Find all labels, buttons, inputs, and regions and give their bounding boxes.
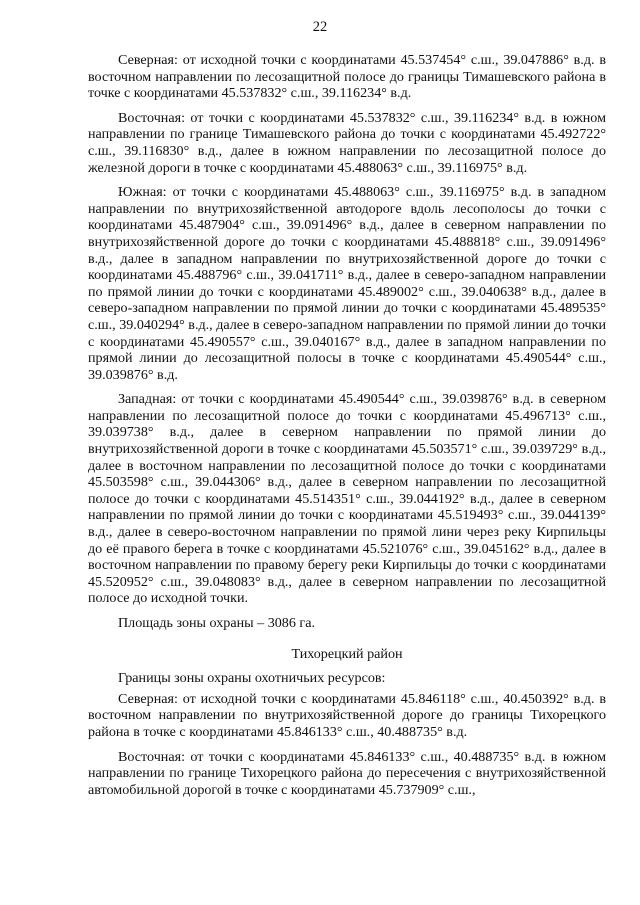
section-heading: Тихорецкий район: [291, 645, 403, 662]
paragraph-area: Площадь зоны охраны – 3086 га.: [118, 615, 315, 631]
paragraph-tikhoretsk-north: Северная: от исходной точки с координатами 45.846118° с.ш., 40.450392° в.д. в восточном направлении по внутрихозяйственной дороге до границы Тихорецкого района в точке с координатами 45.846133° с.ш., 40.488735° в.д.: [88, 690, 606, 740]
paragraph-east-border: Восточная: от точки с координатами 45.537832° с.ш., 39.116234° в.д. в южном направлении по границе Тимашевского района до точки с координатами 45.492722° с.ш., 39.116830° в.д., далее в южном направлении по лесозащитной полосе до железной дороги в точке с координатами 45.488063° с.ш., 39.116975° в.д.: [88, 109, 606, 176]
paragraph-south-border: Южная: от точки с координатами 45.488063° с.ш., 39.116975° в.д. в западном направлении по внутрихозяйственной автодороге вдоль лесополосы до точки с координатами 45.487904° с.ш., 39.091496° в.д., далее в северном направлении по внутрихозяйственной дороге до точки с координатами 45.488818° с.ш., 39.091496° в.д., далее в западном направлении по внутрихозяйственной дороге до точки с координатами 45.488796° с.ш., 39.041711° в.д., далее в северо-западном направлении по прямой линии до точки с координатами 45.489002° с.ш., 39.040638° в.д., далее в северо-западном направлении по прямой линии до точки с координатами 45.489535° с.ш., 39.040294° в.д., далее в северо-западном направлении по прямой линии до точки с координатами 45.490557° с.ш., 39.040167° в.д., далее в западном направлении по прямой линии до лесозащитной полосы в точке с координатами 45.490544° с.ш., 39.039876° в.д.: [88, 184, 606, 383]
text-column: [88, 52, 606, 806]
paragraph-north-border: Северная: от исходной точки с координатами 45.537454° с.ш., 39.047886° в.д. в восточном направлении по лесозащитной полосе до границы Тимашевского района в точке с координатами 45.537832° с.ш., 39.116234° в.д.: [88, 52, 606, 102]
paragraph-tikhoretsk-east: Восточная: от точки с координатами 45.846133° с.ш., 40.488735° в.д. в южном направлении по границе Тихорецкого района до пересечения с внутрихозяйственной автомобильной дорогой в точке с координатами 45.737909° с.ш.,: [88, 748, 606, 798]
page-number: 22: [312, 19, 328, 35]
paragraph-borders-intro: Границы зоны охраны охотничьих ресурсов:: [118, 670, 386, 687]
paragraph-west-border: Западная: от точки с координатами 45.490544° с.ш., 39.039876° в.д. в северном направлении по лесозащитной полосе до точки с координатами 45.496713° с.ш., 39.039738° в.д., далее в северном направлении по прямой линии до внутрихозяйственной дороги в точке с координатами 45.503571° с.ш., 39.039729° в.д., далее в восточном направлении по лесозащитной полосе до точки с координатами 45.503598° с.ш., 39.044306° в.д., далее в северном направлении по лесозащитной полосе до точки с координатами 45.514351° с.ш., 39.044192° в.д., далее в северном направлении по прямой линии до точки с координатами 45.519493° с.ш., 39.044139° в.д., далее в северо-восточном направлении по прямой лини через реку Кирпильцы до её правого берега в точке с координатами 45.521076° с.ш., 39.045162° в.д., далее в восточном направлении по правому берегу реки Кирпильцы до точки с координатами 45.520952° с.ш., 39.048083° в.д., далее в северном направлении по лесозащитной полосе до исходной точки.: [88, 391, 606, 607]
